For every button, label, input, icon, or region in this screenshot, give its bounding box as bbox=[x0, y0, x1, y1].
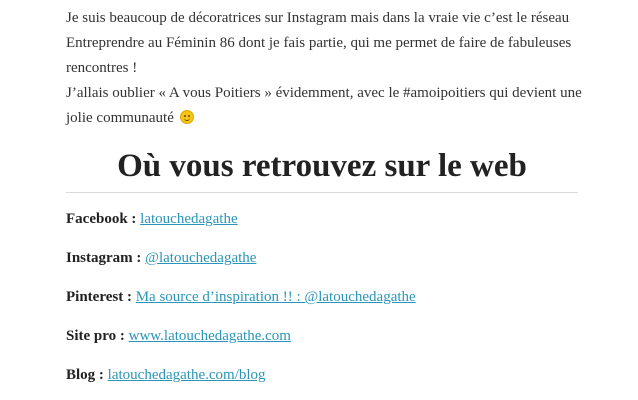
pinterest-label: Pinterest : bbox=[66, 289, 132, 305]
smiley-face-icon bbox=[180, 110, 194, 124]
facebook-label: Facebook : bbox=[66, 211, 137, 227]
intro-paragraph-2-text: J’allais oublier « A vous Poitiers » évidemment, avec le #amoipoitiers qui devient une jolie communauté bbox=[66, 85, 582, 126]
link-row-pinterest bbox=[66, 285, 586, 324]
link-row-blog bbox=[66, 363, 586, 400]
social-links-list bbox=[66, 207, 586, 400]
intro-paragraph-2 bbox=[66, 81, 586, 131]
site-pro-link[interactable]: www.latouchedagathe.com bbox=[128, 328, 291, 344]
instagram-label: Instagram : bbox=[66, 250, 142, 266]
site-pro-label: Site pro : bbox=[66, 328, 125, 344]
link-row-site-pro bbox=[66, 324, 586, 363]
blog-label: Blog : bbox=[66, 367, 104, 383]
intro-paragraph-1: Je suis beaucoup de décoratrices sur Instagram mais dans la vraie vie c’est le réseau Entreprendre au Féminin 86 dont je fais partie, qui me permet de faire de fabuleuses rencontres ! bbox=[66, 10, 572, 76]
link-row-facebook bbox=[66, 207, 586, 246]
intro-text bbox=[66, 6, 586, 131]
link-row-instagram bbox=[66, 246, 586, 285]
heading-divider bbox=[66, 192, 578, 193]
section-heading: Où vous retrouvez sur le web bbox=[117, 148, 527, 184]
facebook-link[interactable]: latouchedagathe bbox=[140, 211, 238, 227]
pinterest-link[interactable]: Ma source d’inspiration !! : @latouchedagathe bbox=[135, 289, 416, 305]
instagram-link[interactable]: @latouchedagathe bbox=[145, 250, 257, 266]
blog-link[interactable]: latouchedagathe.com/blog bbox=[107, 367, 266, 383]
